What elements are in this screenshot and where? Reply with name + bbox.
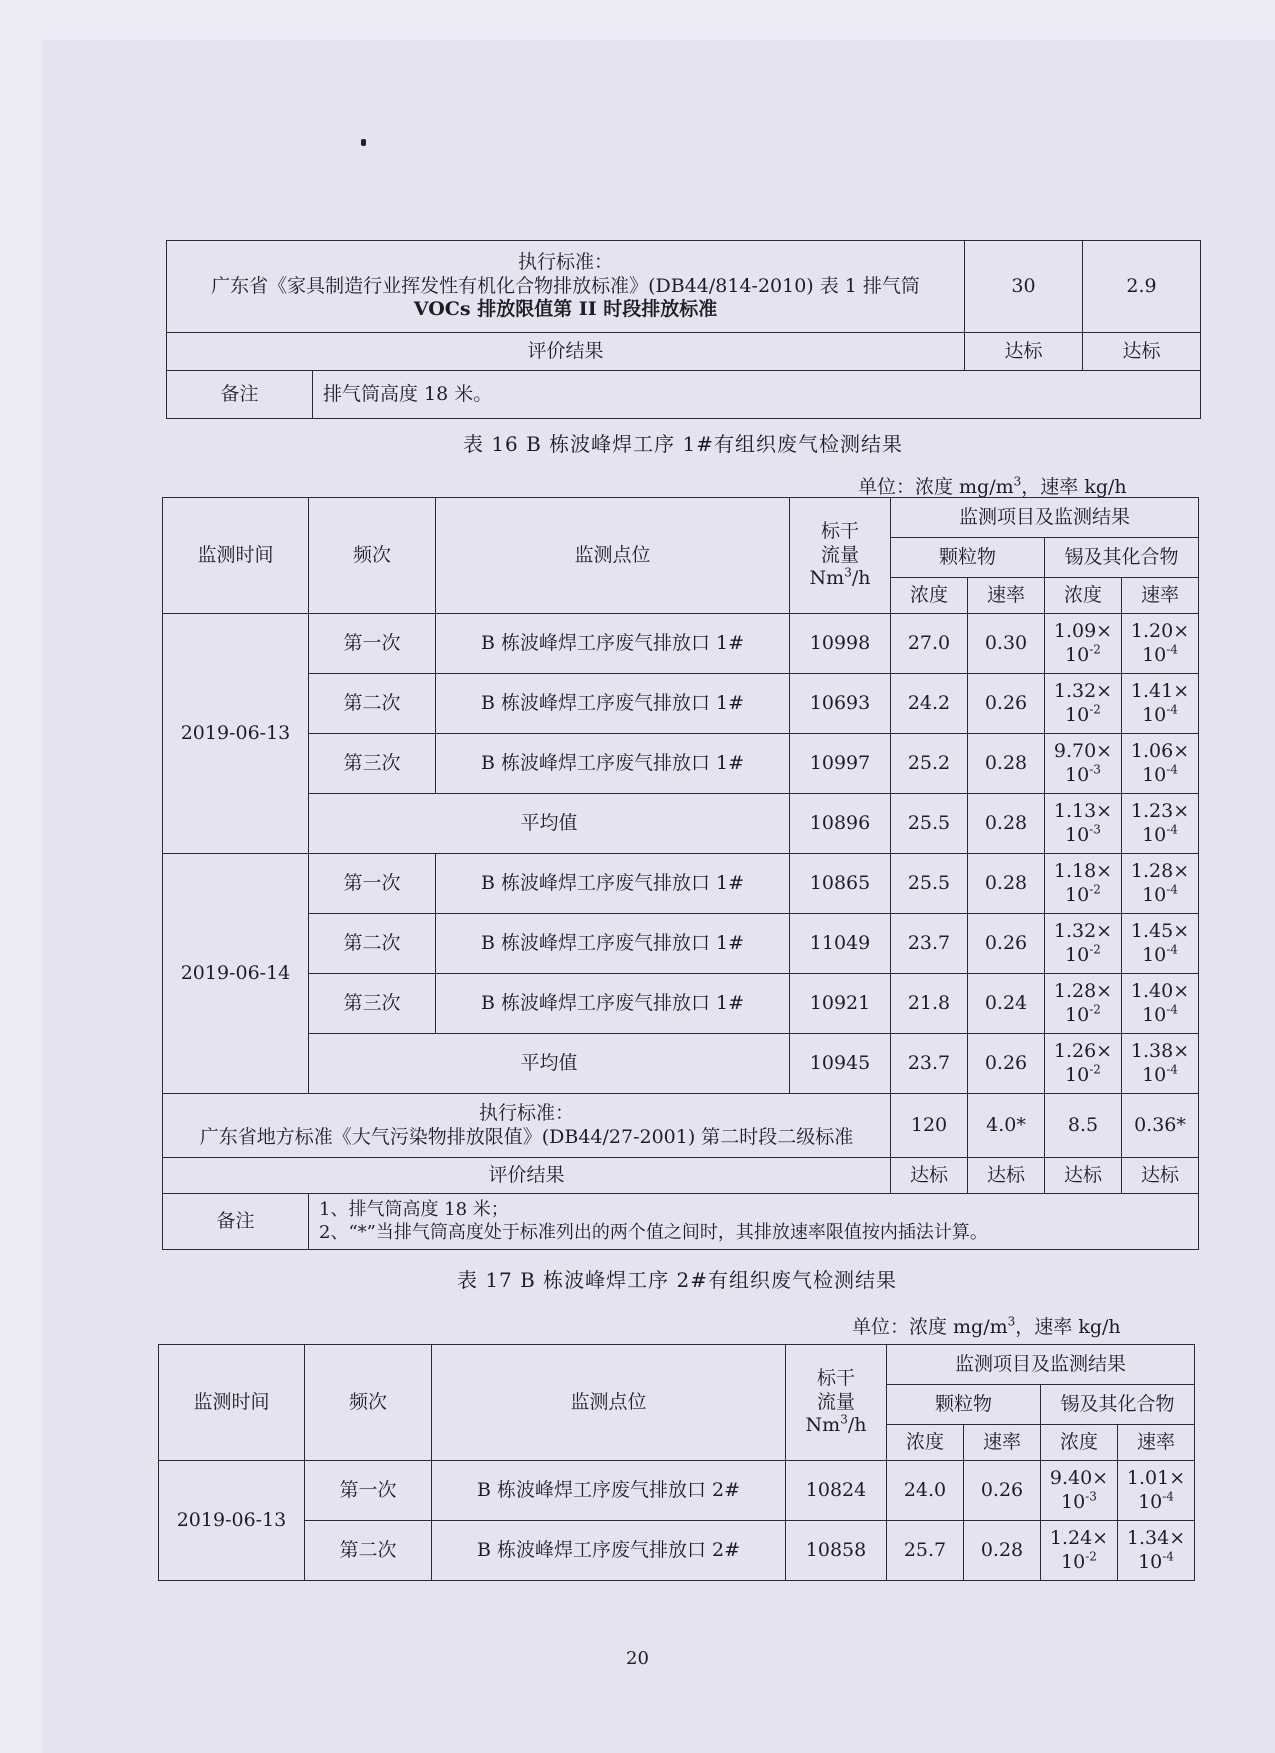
ink-speck [361, 139, 366, 146]
t-conc-cell: 1.28× $10^{-2}$ [1045, 974, 1122, 1034]
avg-label: 平均值 [309, 1034, 790, 1094]
t-rate-cell: 1.20× $10^{-4}$ [1122, 614, 1199, 674]
table-row [159, 1461, 1195, 1521]
table-row [163, 614, 1199, 674]
table-17-caption: 表 17 B 栋波峰焊工序 2#有组织废气检测结果 [456, 1268, 898, 1292]
p-conc-cell: 25.5 [891, 794, 968, 854]
p-conc-cell: 23.7 [891, 1034, 968, 1094]
table-17 [158, 1344, 1195, 1581]
point-cell: B 栋波峰焊工序废气排放口 1# [436, 734, 790, 794]
flow-cell: 11049 [790, 914, 891, 974]
evaluation-label: 评价结果 [167, 333, 965, 371]
table-row [163, 914, 1199, 974]
t-conc-cell: 1.09× $10^{-2}$ [1045, 614, 1122, 674]
limit-cell: 4.0* [968, 1094, 1045, 1158]
p-rate-cell: 0.26 [968, 674, 1045, 734]
t-rate-cell: 1.45× $10^{-4}$ [1122, 914, 1199, 974]
t-conc-cell: 1.24× $10^{-2}$ [1041, 1521, 1118, 1581]
remark-text: 排气筒高度 18 米。 [313, 371, 1201, 419]
standard-label: 执行标准： [518, 250, 614, 273]
t-rate-cell: 1.40× $10^{-4}$ [1122, 974, 1199, 1034]
freq-cell: 第一次 [309, 854, 436, 914]
header-time: 监测时间 [159, 1345, 305, 1461]
header-point: 监测点位 [436, 498, 790, 614]
limit-rate: 2.9 [1083, 241, 1201, 333]
point-cell: B 栋波峰焊工序废气排放口 1# [436, 614, 790, 674]
t-rate-cell: 1.01× $10^{-4}$ [1118, 1461, 1195, 1521]
eval-rate: 达标 [1083, 333, 1201, 371]
p-rate-cell: 0.28 [968, 854, 1045, 914]
date-cell: 2019-06-14 [163, 854, 309, 1094]
page-number: 20 [626, 1648, 649, 1669]
flow-cell: 10997 [790, 734, 891, 794]
avg-label: 平均值 [309, 794, 790, 854]
p-rate-cell: 0.28 [968, 794, 1045, 854]
t-conc-cell: 9.70× $10^{-3}$ [1045, 734, 1122, 794]
evaluation-label: 评价结果 [163, 1158, 891, 1194]
p-rate-cell: 0.24 [968, 974, 1045, 1034]
header-particulate: 颗粒物 [887, 1385, 1041, 1425]
flow-cell: 10945 [790, 1034, 891, 1094]
t-conc-cell: 1.32× $10^{-2}$ [1045, 674, 1122, 734]
p-rate-cell: 0.26 [964, 1461, 1041, 1521]
header-freq: 频次 [309, 498, 436, 614]
header-rate: 速率 [1122, 578, 1199, 614]
t-rate-cell: 1.23× $10^{-4}$ [1122, 794, 1199, 854]
header-particulate: 颗粒物 [891, 538, 1045, 578]
header-tin: 锡及其化合物 [1045, 538, 1199, 578]
header-point: 监测点位 [432, 1345, 786, 1461]
freq-cell: 第一次 [309, 614, 436, 674]
standard-row [163, 1094, 1199, 1158]
flow-cell: 10921 [790, 974, 891, 1034]
table-row [159, 1521, 1195, 1581]
table-17-unit: 单位：浓度 $mg/m^3$，速率 kg/h [852, 1314, 1121, 1338]
header-rate: 速率 [964, 1425, 1041, 1461]
freq-cell: 第三次 [309, 734, 436, 794]
flow-cell: 10693 [790, 674, 891, 734]
table-16-unit: 单位：浓度 $mg/m^3$，速率 kg/h [858, 474, 1127, 498]
p-conc-cell: 27.0 [891, 614, 968, 674]
header-freq: 频次 [305, 1345, 432, 1461]
standard-cell [163, 1094, 891, 1158]
flow-cell: 10858 [786, 1521, 887, 1581]
point-cell: B 栋波峰焊工序废气排放口 1# [436, 914, 790, 974]
limit-cell: 120 [891, 1094, 968, 1158]
limit-cell: 0.36* [1122, 1094, 1199, 1158]
remark-label: 备注 [167, 371, 313, 419]
table-row-average [163, 794, 1199, 854]
header-rate: 速率 [968, 578, 1045, 614]
freq-cell: 第二次 [305, 1521, 432, 1581]
flow-cell: 10865 [790, 854, 891, 914]
flow-cell: 10998 [790, 614, 891, 674]
table-row [163, 674, 1199, 734]
t-rate-cell: 1.34× $10^{-4}$ [1118, 1521, 1195, 1581]
point-cell: B 栋波峰焊工序废气排放口 1# [436, 974, 790, 1034]
t-conc-cell: 1.26× $10^{-2}$ [1045, 1034, 1122, 1094]
freq-cell: 第三次 [309, 974, 436, 1034]
t-rate-cell: 1.06× $10^{-4}$ [1122, 734, 1199, 794]
evaluation-cell: 达标 [968, 1158, 1045, 1194]
limit-conc: 30 [965, 241, 1083, 333]
remark-1: 1、排气筒高度 18 米； [319, 1199, 509, 1220]
table-row [163, 974, 1199, 1034]
header-rate: 速率 [1118, 1425, 1195, 1461]
remark-label: 备注 [163, 1194, 309, 1250]
standard-label: 执行标准： [478, 1101, 574, 1124]
p-rate-cell: 0.28 [964, 1521, 1041, 1581]
standard-line-2: VOCs 排放限值第 II 时段排放标准 [413, 298, 718, 321]
standard-cell [167, 241, 965, 333]
limit-cell: 8.5 [1045, 1094, 1122, 1158]
evaluation-cell: 达标 [1045, 1158, 1122, 1194]
t-rate-cell: 1.41× $10^{-4}$ [1122, 674, 1199, 734]
table-16 [162, 497, 1199, 1250]
table-row [163, 854, 1199, 914]
header-conc: 浓度 [887, 1425, 964, 1461]
remark-row [163, 1194, 1199, 1250]
freq-cell: 第一次 [305, 1461, 432, 1521]
date-cell: 2019-06-13 [163, 614, 309, 854]
remark-2: 2、“*”当排气筒高度处于标准列出的两个值之间时，其排放速率限值按内插法计算。 [319, 1221, 988, 1243]
header-tin: 锡及其化合物 [1041, 1385, 1195, 1425]
t-rate-cell: 1.28× $10^{-4}$ [1122, 854, 1199, 914]
p-rate-cell: 0.26 [968, 1034, 1045, 1094]
header-conc: 浓度 [891, 578, 968, 614]
header-conc: 浓度 [1041, 1425, 1118, 1461]
freq-cell: 第二次 [309, 914, 436, 974]
p-rate-cell: 0.28 [968, 734, 1045, 794]
point-cell: B 栋波峰焊工序废气排放口 2# [432, 1461, 786, 1521]
p-conc-cell: 23.7 [891, 914, 968, 974]
header-conc: 浓度 [1045, 578, 1122, 614]
eval-conc: 达标 [965, 333, 1083, 371]
point-cell: B 栋波峰焊工序废气排放口 1# [436, 854, 790, 914]
t-conc-cell: 9.40× $10^{-3}$ [1041, 1461, 1118, 1521]
header-flow: 标干 流量 Nm$^3$/h [790, 498, 891, 614]
table-row-average [163, 1034, 1199, 1094]
p-conc-cell: 25.2 [891, 734, 968, 794]
t-conc-cell: 1.32× $10^{-2}$ [1045, 914, 1122, 974]
header-items: 监测项目及监测结果 [891, 498, 1199, 538]
flow-cell: 10824 [786, 1461, 887, 1521]
header-time: 监测时间 [163, 498, 309, 614]
header-flow: 标干 流量 Nm$^3$/h [786, 1345, 887, 1461]
p-conc-cell: 25.5 [891, 854, 968, 914]
table-15-continuation [166, 240, 1201, 419]
remark-cell [309, 1194, 1199, 1250]
flow-cell: 10896 [790, 794, 891, 854]
evaluation-row [163, 1158, 1199, 1194]
t-conc-cell: 1.13× $10^{-3}$ [1045, 794, 1122, 854]
evaluation-cell: 达标 [891, 1158, 968, 1194]
p-conc-cell: 25.7 [887, 1521, 964, 1581]
p-conc-cell: 24.2 [891, 674, 968, 734]
table-row [163, 734, 1199, 794]
date-cell: 2019-06-13 [159, 1461, 305, 1581]
point-cell: B 栋波峰焊工序废气排放口 1# [436, 674, 790, 734]
freq-cell: 第二次 [309, 674, 436, 734]
p-rate-cell: 0.30 [968, 614, 1045, 674]
p-conc-cell: 21.8 [891, 974, 968, 1034]
header-items: 监测项目及监测结果 [887, 1345, 1195, 1385]
point-cell: B 栋波峰焊工序废气排放口 2# [432, 1521, 786, 1581]
standard-text: 广东省地方标准《大气污染物排放限值》(DB44/27-2001) 第二时段二级标准 [199, 1125, 854, 1148]
p-rate-cell: 0.26 [968, 914, 1045, 974]
p-conc-cell: 24.0 [887, 1461, 964, 1521]
evaluation-cell: 达标 [1122, 1158, 1199, 1194]
t-rate-cell: 1.38× $10^{-4}$ [1122, 1034, 1199, 1094]
standard-line-1: 广东省《家具制造行业挥发性有机化合物排放标准》(DB44/814-2010) 表 1 排气筒 [211, 274, 920, 297]
t-conc-cell: 1.18× $10^{-2}$ [1045, 854, 1122, 914]
table-16-caption: 表 16 B 栋波峰焊工序 1#有组织废气检测结果 [462, 432, 904, 456]
